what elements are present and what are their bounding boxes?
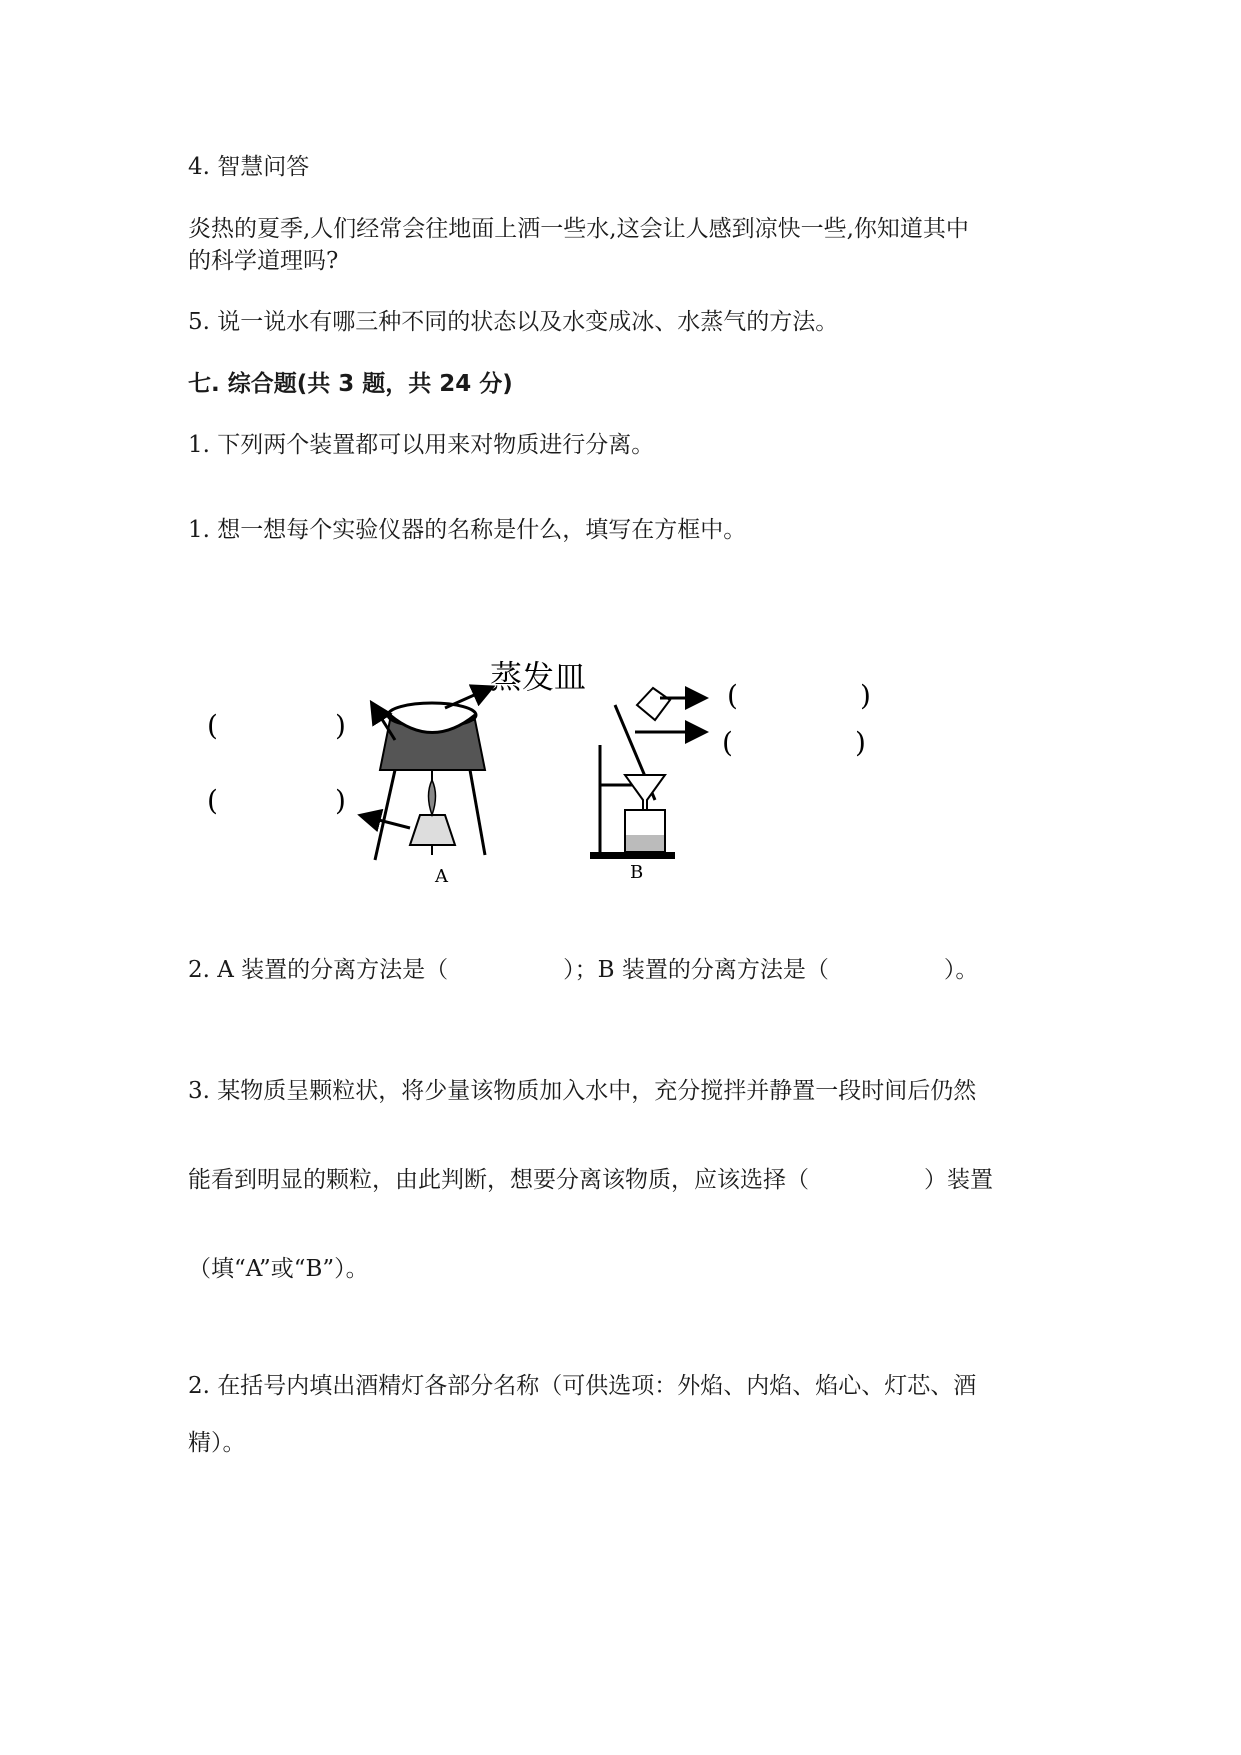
pouring-beaker <box>637 688 670 720</box>
item2-line2: 精）。 <box>188 1430 246 1456</box>
q4-title: 4. 智慧问答 <box>188 154 310 180</box>
filtrate <box>626 835 664 851</box>
apparatus-b <box>590 688 703 883</box>
label-a: A <box>435 866 448 887</box>
section7-heading: 七. 综合题(共 3 题，共 24 分) <box>188 371 513 397</box>
blank-a2-close: ) <box>335 784 346 817</box>
blank-a1-close: ) <box>335 709 346 742</box>
blank-b1-open: ( <box>727 679 738 712</box>
label-evaporating-dish: 蒸发皿 <box>490 658 587 696</box>
sub-question-1: 1. 想一想每个实验仪器的名称是什么，填写在方框中。 <box>188 517 747 543</box>
stand-base <box>590 852 675 859</box>
item2-line1: 2. 在括号内填出酒精灯各部分名称（可供选项：外焰、内焰、焰心、灯芯、酒 <box>188 1373 977 1399</box>
sub-question-2: 2. A 装置的分离方法是（ ）；B 装置的分离方法是（ ）。 <box>188 957 979 983</box>
alcohol-lamp-flame <box>429 780 436 815</box>
blank-a1-open: ( <box>207 709 218 742</box>
blank-b2-close: ) <box>855 726 866 759</box>
q4-text-line1: 炎热的夏季,人们经常会往地面上洒一些水,这会让人感到凉快一些,你知道其中 <box>188 216 969 242</box>
apparatus-a <box>363 658 586 887</box>
q4-text-line2: 的科学道理吗? <box>188 248 339 274</box>
alcohol-lamp <box>410 815 455 845</box>
sub-question-3-line3: （填“A”或“B”）。 <box>188 1256 369 1282</box>
label-b: B <box>630 862 644 883</box>
tripod-leg-left <box>375 770 395 860</box>
sub-question-3-line2: 能看到明显的颗粒，由此判断，想要分离该物质，应该选择（ ）装置 <box>188 1167 993 1193</box>
blank-b2-open: ( <box>722 726 733 759</box>
blank-b1-close: ) <box>860 679 871 712</box>
arrow-to-dish-label <box>445 688 490 708</box>
arrow-a-lamp <box>363 816 410 828</box>
blank-a2-open: ( <box>207 784 218 817</box>
sub-question-3-line1: 3. 某物质呈颗粒状，将少量该物质加入水中，充分搅拌并静置一段时间后仍然 <box>188 1078 977 1104</box>
tripod-leg-right <box>470 770 485 855</box>
q5-text: 5. 说一说水有哪三种不同的状态以及水变成冰、水蒸气的方法。 <box>188 309 839 335</box>
separation-apparatus-figure <box>195 650 895 890</box>
item1-intro: 1. 下列两个装置都可以用来对物质进行分离。 <box>188 432 655 458</box>
